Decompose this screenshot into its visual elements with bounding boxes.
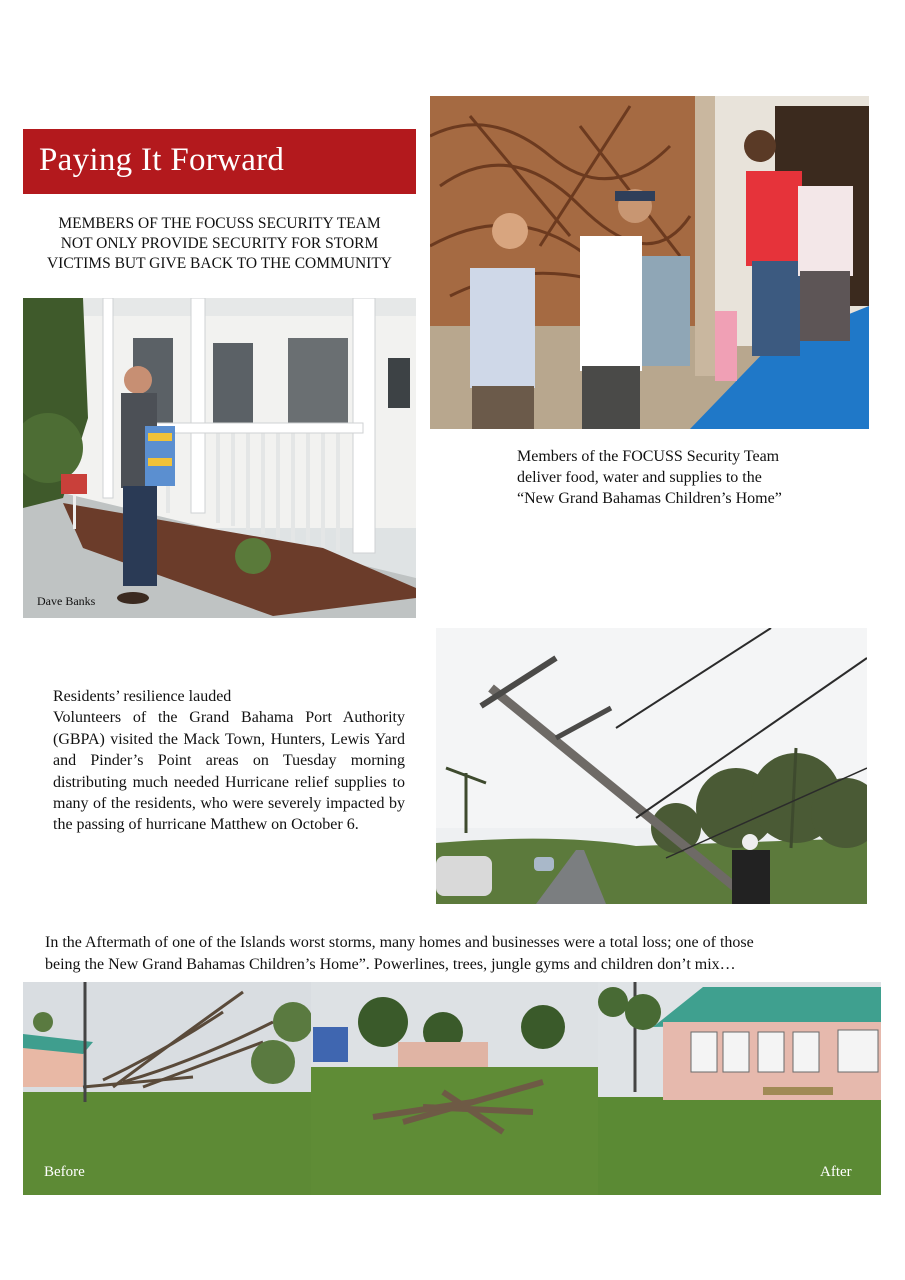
article-resilience xyxy=(53,686,405,836)
subhead-line: MEMBERS OF THE FOCUSS SECURITY TEAM xyxy=(58,215,381,232)
photo-supply-delivery xyxy=(430,96,869,429)
aftermath-line: being the New Grand Bahamas Children’s Home”. Powerlines, trees, jungle gyms and children don’t mix… xyxy=(45,955,736,973)
subheading xyxy=(23,214,416,274)
delivery-caption xyxy=(517,446,847,509)
article-heading: Residents’ resilience lauded xyxy=(53,688,232,705)
photo-label-dave-banks: Dave Banks xyxy=(37,594,96,608)
before-after-image xyxy=(23,982,881,1195)
aftermath-paragraph xyxy=(45,932,875,975)
before-after-strip xyxy=(23,982,881,1195)
delivery-scene-image xyxy=(430,96,869,429)
photo-dave-banks xyxy=(23,298,416,618)
caption-line: Members of the FOCUSS Security Team xyxy=(517,448,780,465)
fallen-pole-image xyxy=(436,628,867,904)
caption-line: deliver food, water and supplies to the xyxy=(517,469,762,486)
aftermath-line: In the Aftermath of one of the Islands worst storms, many homes and businesses were a total loss; one of those xyxy=(45,934,754,951)
page-title: Paying It Forward xyxy=(23,129,416,194)
subhead-line: NOT ONLY PROVIDE SECURITY FOR STORM xyxy=(60,235,379,252)
after-label: After xyxy=(820,1164,852,1180)
photo-power-pole xyxy=(436,628,867,904)
house-porch-image xyxy=(23,298,416,618)
article-body: Volunteers of the Grand Bahama Port Authority (GBPA) visited the Mack Town, Hunters, Lewis Yard and Pinder’s Point areas on Tuesday morning distributing much needed Hurricane relief supplies to many of the residents, who were severely impacted by the passing of hurricane Matthew on October 6. xyxy=(53,709,405,834)
subhead-line: VICTIMS BUT GIVE BACK TO THE COMMUNITY xyxy=(46,255,393,272)
caption-line: “New Grand Bahamas Children’s Home” xyxy=(517,490,782,507)
before-label: Before xyxy=(44,1164,85,1180)
